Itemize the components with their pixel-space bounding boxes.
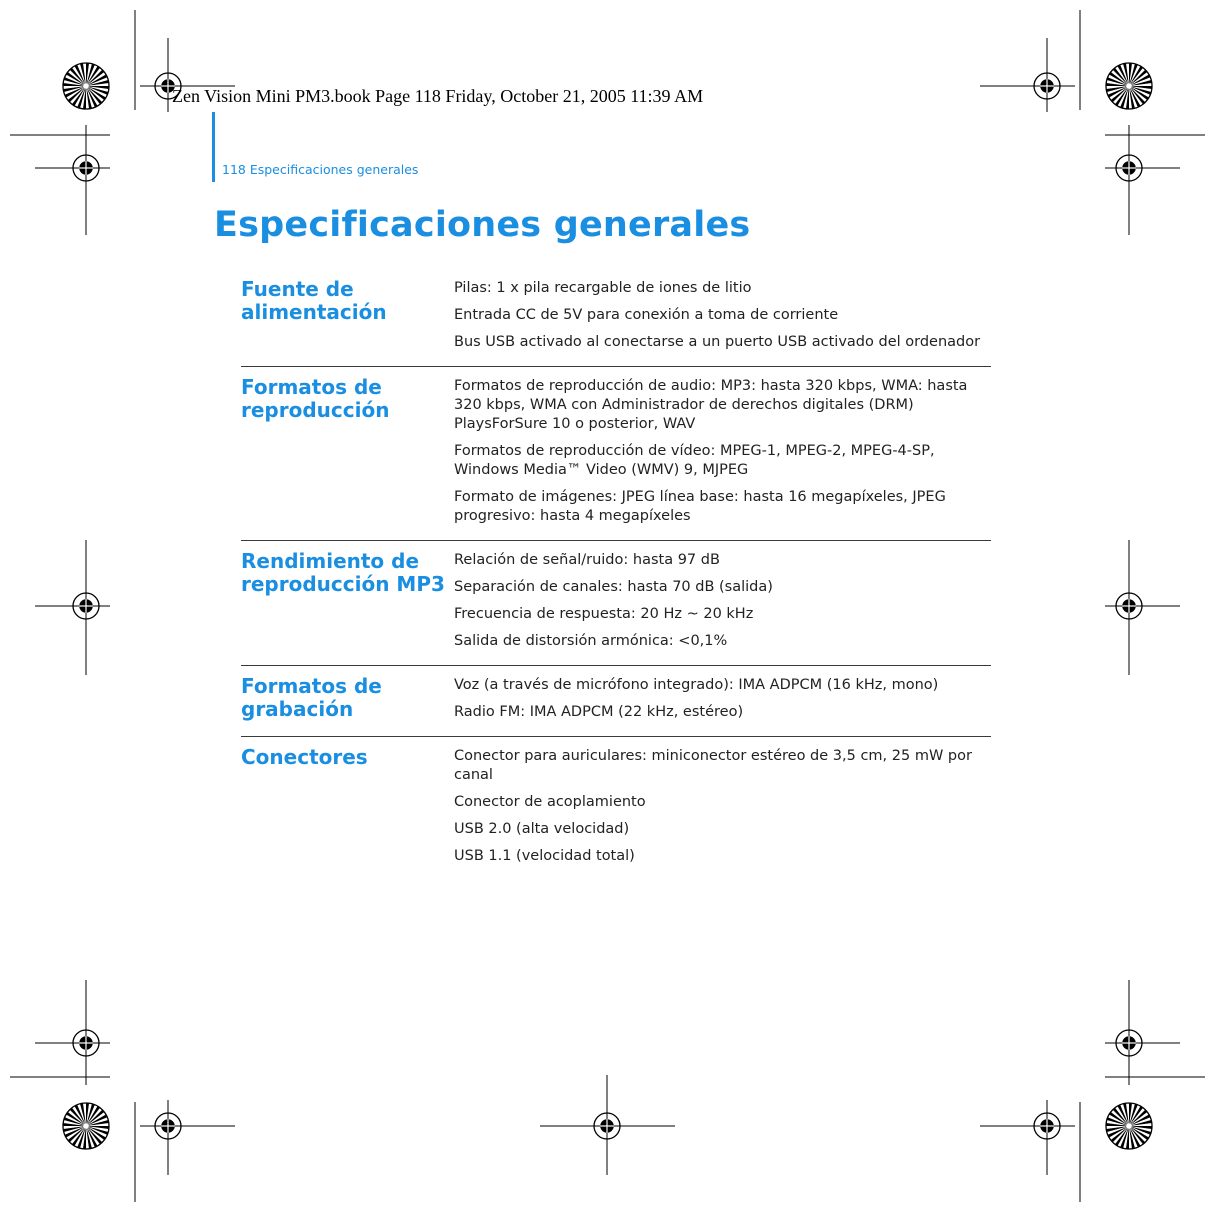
- spec-value: Conector para auriculares: miniconector estéreo de 3,5 cm, 25 mW por canal: [454, 748, 972, 783]
- running-head: 118 Especificaciones generales: [222, 162, 419, 177]
- book-slug: Zen Vision Mini PM3.book Page 118 Friday, October 21, 2005 11:39 AM: [172, 86, 704, 106]
- spec-section: [241, 736, 991, 871]
- spec-value: Formatos de reproducción de vídeo: MPEG-1, MPEG-2, MPEG-4-SP, Windows Media™ Video (WMV) 9, MJPEG: [454, 443, 935, 478]
- starburst-center: [83, 83, 89, 89]
- spec-value: Radio FM: IMA ADPCM (22 kHz, estéreo): [454, 704, 744, 720]
- spec-value: Entrada CC de 5V para conexión a toma de corriente: [454, 307, 839, 323]
- page-title: Especificaciones generales: [214, 205, 751, 245]
- spec-value: Frecuencia de respuesta: 20 Hz ~ 20 kHz: [454, 606, 754, 622]
- spec-section-label: Fuente de alimentación: [241, 277, 387, 324]
- spec-value: Formato de imágenes: JPEG línea base: hasta 16 megapíxeles, JPEG progresivo: hasta 4 megapíxeles: [454, 489, 946, 524]
- spec-section: [241, 366, 991, 531]
- spec-table: [241, 276, 991, 871]
- spec-value: Relación de señal/ruido: hasta 97 dB: [454, 552, 720, 568]
- spec-section-values: [454, 374, 991, 531]
- starburst-center: [83, 1123, 89, 1129]
- spec-section-values: [454, 276, 991, 357]
- spec-section: [241, 665, 991, 727]
- spec-value: USB 2.0 (alta velocidad): [454, 821, 630, 837]
- spec-value: Pilas: 1 x pila recargable de iones de litio: [454, 280, 752, 296]
- spec-section-label: Formatos de reproducción: [241, 375, 390, 422]
- spec-section: [241, 540, 991, 656]
- spec-section-values: [454, 673, 991, 727]
- spec-section-label: Conectores: [241, 745, 368, 769]
- spec-section-label: Rendimiento de reproducción MP3: [241, 549, 445, 596]
- spec-section-label: Formatos de grabación: [241, 674, 382, 721]
- spec-section-values: [454, 744, 991, 871]
- spec-value: USB 1.1 (velocidad total): [454, 848, 635, 864]
- spec-value: Separación de canales: hasta 70 dB (salida): [454, 579, 773, 595]
- spec-value: Bus USB activado al conectarse a un puerto USB activado del ordenador: [454, 334, 981, 350]
- starburst-center: [1126, 83, 1132, 89]
- spec-section: [241, 276, 991, 357]
- spec-value: Conector de acoplamiento: [454, 794, 646, 810]
- starburst-center: [1126, 1123, 1132, 1129]
- header-accent-bar: [212, 112, 215, 182]
- spec-section-values: [454, 548, 991, 656]
- spec-value: Formatos de reproducción de audio: MP3: hasta 320 kbps, WMA: hasta 320 kbps, WMA con Administrador de derechos digitales (DRM) PlaysForSure 10 o posterior, WAV: [454, 378, 968, 432]
- spec-value: Salida de distorsión armónica: <0,1%: [454, 633, 728, 649]
- spec-value: Voz (a través de micrófono integrado): IMA ADPCM (16 kHz, mono): [454, 677, 939, 693]
